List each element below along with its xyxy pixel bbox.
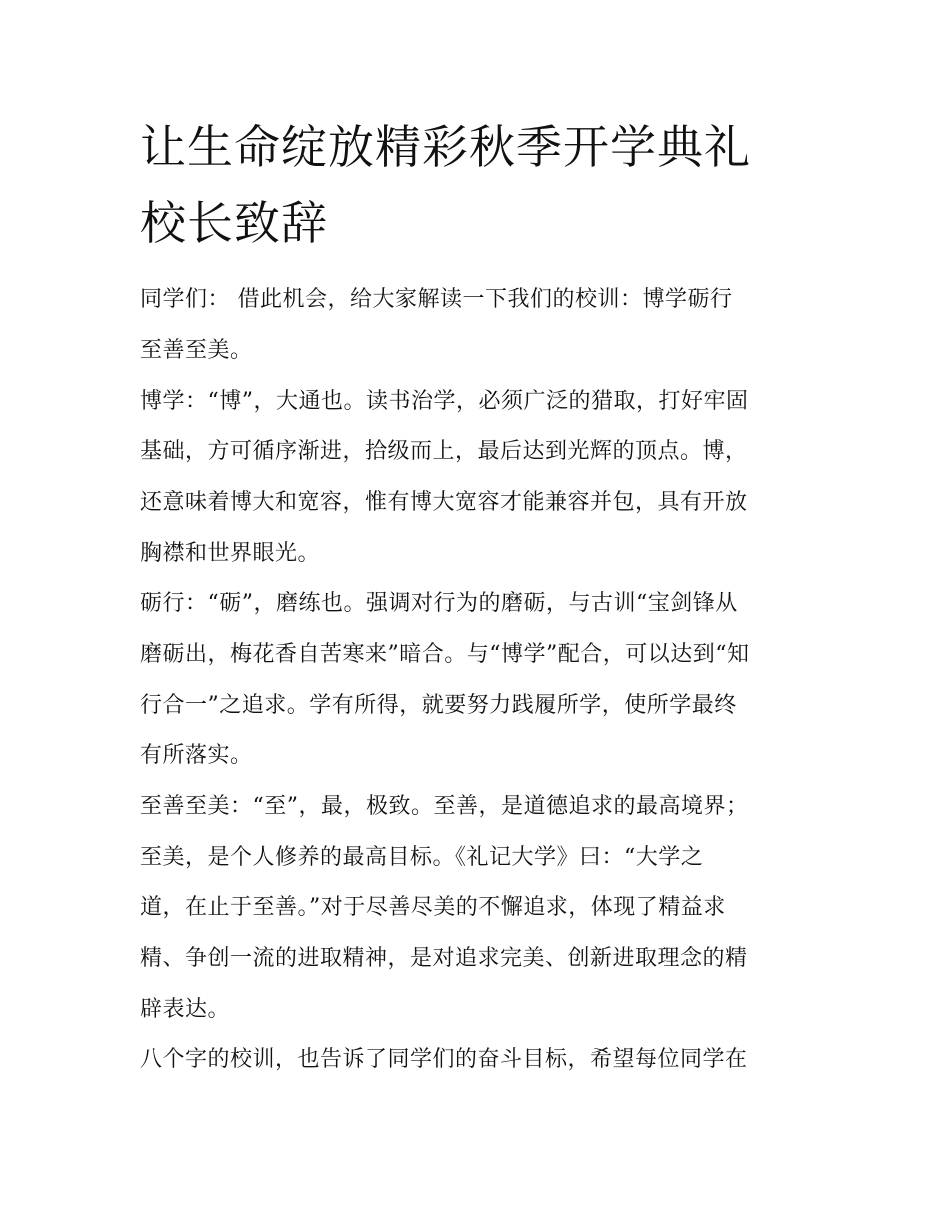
body-line: 有所落实。	[140, 743, 253, 768]
body-line: 胸襟和世界眼光。	[140, 541, 321, 566]
body-line: 至善至美。	[140, 338, 253, 363]
body-line: 砺行：“砺”，磨练也。强调对行为的磨砺，与古训“宝剑锋从	[140, 591, 738, 616]
body-line: 至美，是个人修养的最高目标。《礼记大学》曰：“大学之	[140, 845, 704, 870]
body-line: 精、争创一流的进取精神，是对追求完美、创新进取理念的精	[140, 946, 748, 971]
title-line-1: 让生命绽放精彩秋季开学典礼	[140, 120, 751, 174]
body-line: 还意味着博大和宽容，惟有博大宽容才能兼容并包，具有开放	[140, 490, 748, 515]
body-line: 磨砺出，梅花香自苦寒来”暗合。与“博学”配合，可以达到“知	[140, 642, 750, 667]
body-line: 同学们： 借此机会，给大家解读一下我们的校训：博学砺行	[140, 287, 733, 312]
body-line: 基础，方可循序渐进，拾级而上，最后达到光辉的顶点。博，	[140, 439, 748, 464]
body-line: 辟表达。	[140, 997, 231, 1022]
body-line: 八个字的校训，也告诉了同学们的奋斗目标，希望每位同学在	[140, 1047, 748, 1072]
body-line: 博学：“博”，大通也。读书治学，必须广泛的猎取，打好牢固	[140, 389, 749, 414]
body-line: 道，在止于至善。”对于尽善尽美的不懈追求，体现了精益求	[140, 895, 726, 920]
title-line-2: 校长致辞	[140, 196, 328, 250]
body-line: 行合一”之追求。学有所得，就要努力践履所学，使所学最终	[140, 693, 737, 718]
body-line: 至善至美：“至”，最，极致。至善，是道德追求的最高境界；	[140, 794, 749, 819]
